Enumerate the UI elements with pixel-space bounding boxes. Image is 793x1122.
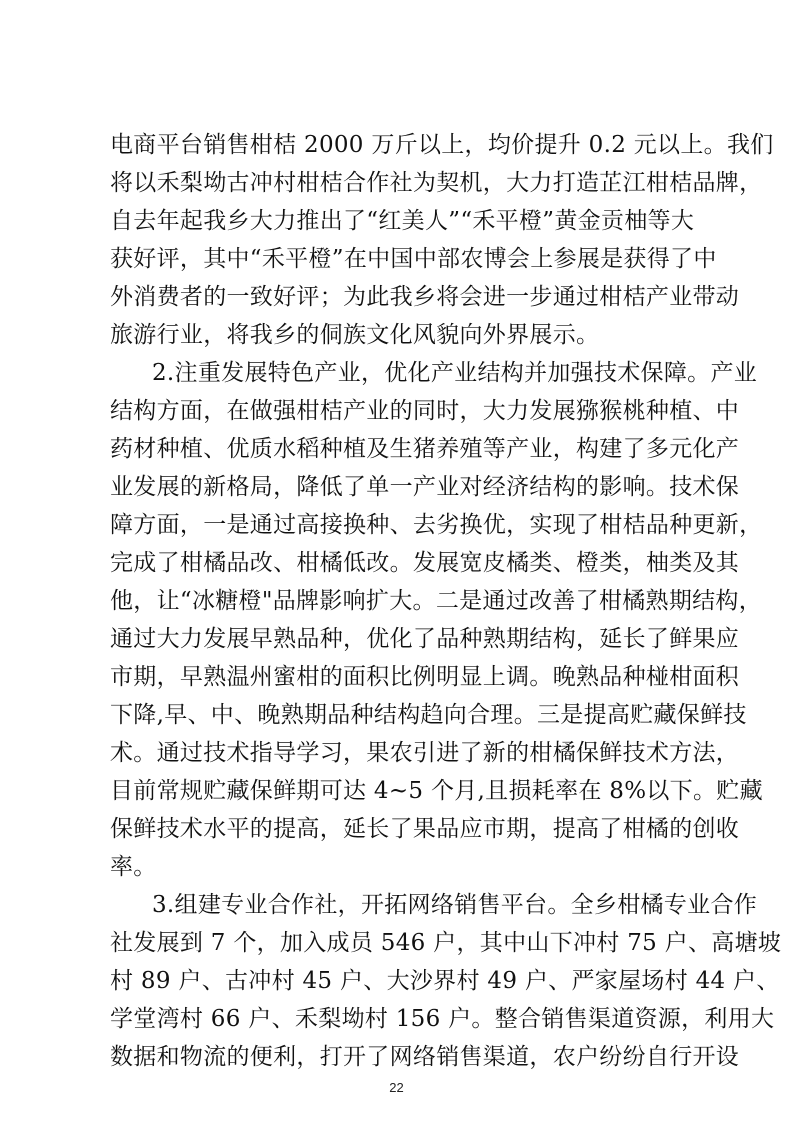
- paragraph-line: 目前常规贮藏保鲜期可达 4~5 个月,且损耗率在 8%以下。贮藏: [110, 778, 763, 804]
- paragraph-line: 将以禾梨坳古冲村柑桔合作社为契机，大力打造芷江柑桔品牌，: [110, 170, 763, 196]
- paragraph-line: 旅游行业，将我乡的侗族文化风貌向外界展示。: [110, 322, 600, 348]
- paragraph-line: 村 89 户、古冲村 45 户、大沙界村 49 户、严家屋场村 44 户、: [110, 968, 780, 994]
- paragraph-line: 通过大力发展早熟品种，优化了品种熟期结构，延长了鲜果应: [110, 626, 740, 652]
- paragraph-line: 结构方面，在做强柑桔产业的同时，大力发展猕猴桃种植、中: [110, 398, 740, 424]
- paragraph-heading-line: 3.组建专业合作社，开拓网络销售平台。全乡柑橘专业合作: [152, 892, 758, 918]
- paragraph-line: 他，让“冰糖橙"品牌影响扩大。二是通过改善了柑橘熟期结构，: [110, 588, 763, 614]
- paragraph-line: 电商平台销售柑桔 2000 万斤以上，均价提升 0.2 元以上。我们: [110, 132, 774, 158]
- paragraph-line: 障方面，一是通过高接换种、去劣换优，实现了柑桔品种更新，: [110, 512, 763, 538]
- paragraph-line: 学堂湾村 66 户、禾梨坳村 156 户。整合销售渠道资源，利用大: [110, 1006, 775, 1032]
- paragraph-line: 社发展到 7 个，加入成员 546 户，其中山下冲村 75 户、高塘坡: [110, 930, 782, 956]
- paragraph-line: 外消费者的一致好评；为此我乡将会进一步通过柑桔产业带动: [110, 284, 740, 310]
- paragraph-line: 下降,早、中、晚熟期品种结构趋向合理。三是提高贮藏保鲜技: [110, 702, 747, 728]
- paragraph-line: 完成了柑橘品改、柑橘低改。发展宽皮橘类、橙类，柚类及其: [110, 550, 740, 576]
- paragraph-line: 术。通过技术指导学习，果农引进了新的柑橘保鲜技术方法，: [110, 740, 740, 766]
- paragraph-line: 率。: [110, 854, 157, 880]
- paragraph-line: 保鲜技术水平的提高，延长了果品应市期，提高了柑橘的创收: [110, 816, 740, 842]
- paragraph-line: 业发展的新格局，降低了单一产业对经济结构的影响。技术保: [110, 474, 740, 500]
- paragraph-line: 自去年起我乡大力推出了“红美人”“禾平橙”黄金贡柚等大: [110, 208, 695, 234]
- paragraph-line: 市期，早熟温州蜜柑的面积比例明显上调。晚熟品种椪柑面积: [110, 664, 740, 690]
- paragraph-line: 获好评，其中“禾平橙”在中国中部农博会上参展是获得了中: [110, 246, 717, 272]
- paragraph-line: 数据和物流的便利，打开了网络销售渠道，农户纷纷自行开设: [110, 1044, 740, 1070]
- paragraph-line: 药材种植、优质水稻种植及生猪养殖等产业，构建了多元化产: [110, 436, 740, 462]
- page-number: 22: [389, 1080, 404, 1095]
- paragraph-heading-line: 2.注重发展特色产业，优化产业结构并加强技术保障。产业: [152, 360, 758, 386]
